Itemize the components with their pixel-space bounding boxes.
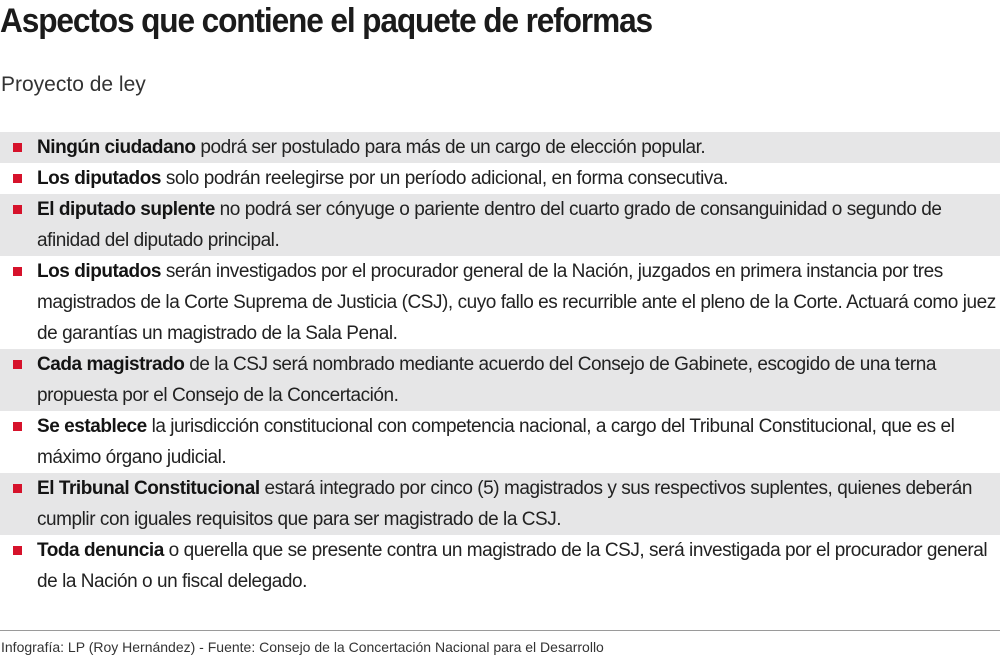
item-text: la jurisdicción constitucional con competencia nacional, a cargo del Tribunal Constitucional, que es el máximo órgano judicial.	[37, 416, 955, 468]
item-text: serán investigados por el procurador general de la Nación, juzgados en primera instancia por tres magistrados de la Corte Suprema de Justicia (CSJ), cuyo fallo es recurrible ante el pleno de la Corte. Actuará como juez de garantías un magistrado de la Sala Penal.	[37, 261, 996, 344]
item-lead: Toda denuncia	[37, 540, 164, 561]
square-bullet-icon	[13, 360, 22, 369]
list-item	[0, 256, 1000, 349]
list-item	[0, 535, 1000, 597]
item-lead: El Tribunal Constitucional	[37, 478, 260, 499]
list-item	[0, 411, 1000, 473]
list-item	[0, 349, 1000, 411]
square-bullet-icon	[13, 174, 22, 183]
item-text: solo podrán reelegirse por un período adicional, en forma consecutiva.	[160, 168, 728, 189]
square-bullet-icon	[13, 267, 22, 276]
item-text: no podrá ser cónyuge o pariente dentro del cuarto grado de consanguinidad o segundo de afinidad del diputado principal.	[37, 199, 942, 251]
footer-credit: Infografía: LP (Roy Hernández) - Fuente: Consejo de la Concertación Nacional para el Desarrollo	[1, 639, 604, 655]
list-item	[0, 132, 1000, 163]
item-lead: El diputado suplente	[37, 199, 215, 220]
square-bullet-icon	[13, 484, 22, 493]
page-subtitle: Proyecto de ley	[1, 73, 146, 96]
square-bullet-icon	[13, 205, 22, 214]
page-title: Aspectos que contiene el paquete de reformas	[0, 2, 653, 40]
square-bullet-icon	[13, 546, 22, 555]
item-lead: Los diputados	[37, 261, 161, 282]
square-bullet-icon	[13, 422, 22, 431]
item-lead: Cada magistrado	[37, 354, 185, 375]
square-bullet-icon	[13, 143, 22, 152]
reform-list	[0, 132, 1000, 597]
item-text: o querella que se presente contra un magistrado de la CSJ, será investigada por el procurador general de la Nación o un fiscal delegado.	[37, 540, 988, 592]
list-item	[0, 194, 1000, 256]
item-lead: Se establece	[37, 416, 147, 437]
item-text: estará integrado por cinco (5) magistrados y sus respectivos suplentes, quienes deberán cumplir con iguales requisitos que para ser magistrado de la CSJ.	[37, 478, 973, 530]
list-item	[0, 473, 1000, 535]
list-item	[0, 163, 1000, 194]
item-lead: Ningún ciudadano	[37, 137, 196, 158]
item-text: de la CSJ será nombrado mediante acuerdo del Consejo de Gabinete, escogido de una terna propuesta por el Consejo de la Concertación.	[37, 354, 936, 406]
item-text: podrá ser postulado para más de un cargo de elección popular.	[195, 137, 706, 158]
item-lead: Los diputados	[37, 168, 161, 189]
footer-divider	[0, 630, 1000, 631]
